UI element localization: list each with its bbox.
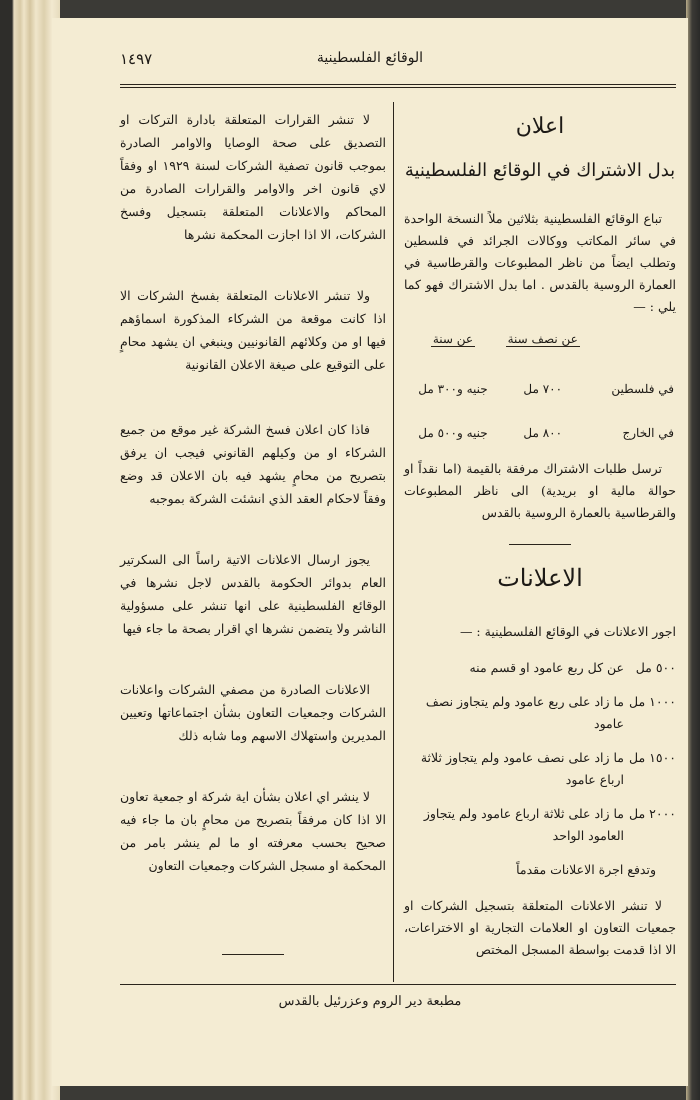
right-column bbox=[404, 106, 676, 961]
gazette-page bbox=[52, 18, 688, 1086]
list-item bbox=[404, 657, 676, 679]
paragraph-direct-submission: يجوز ارسال الاعلانات الاتية راساً الى السكرتير العام بدوائر الحكومة بالقدس لاجل نشرها في الوقائع الفلسطينية على انها تنشر على مسؤولية الناشر ولا يتضمن نشرها اي اقرار بصحة ما جاء فيها bbox=[120, 552, 386, 636]
row-year: جنيه و٣٠٠ مل bbox=[418, 382, 488, 396]
row-half-year: ٧٠٠ مل bbox=[523, 382, 563, 396]
row-year: جنيه و٥٠٠ مل bbox=[418, 426, 488, 440]
col-header-half-year: عن نصف سنة bbox=[507, 332, 578, 346]
ad-rates-intro: اجور الاعلانات في الوقائع الفلسطينية : — bbox=[459, 624, 676, 639]
section-rule bbox=[509, 544, 571, 545]
advance-payment-note: وتدفع اجرة الاعلانات مقدماً bbox=[516, 862, 656, 877]
row-place: في الخارج bbox=[622, 426, 674, 440]
rate-description: عن كل ربع عامود او قسم منه bbox=[469, 660, 624, 675]
paragraph-unsigned-dissolution: فاذا كان اعلان فسخ الشركة غير موقع من جميع الشركاء او من وكيلهم القانوني فيجب ان يرفق بتصريح من محامٍ يشهد فيه بان الاعلان قد وضع وفقاً لاحكام العقد الذي انشئت الشركة بموجبه bbox=[120, 422, 386, 506]
left-column bbox=[120, 108, 386, 915]
row-half-year: ٨٠٠ مل bbox=[523, 426, 563, 440]
left-end-rule bbox=[222, 954, 284, 955]
page-right-edge bbox=[686, 0, 700, 1100]
list-item bbox=[404, 691, 676, 735]
table-row bbox=[404, 360, 676, 404]
paragraph-dissolution-signatures: ولا تنشر الاعلانات المتعلقة بفسخ الشركات الا اذا كانت موقعة من الشركاء المذكورة اسماؤهم فيها او من وكلائهم القانونيين وينبغي ان يشهد محامٍ على التوقيع على صيغة الاعلان القانونية bbox=[120, 288, 386, 372]
ads-heading: الاعلانات bbox=[497, 564, 583, 592]
notice-heading: اعلان bbox=[515, 114, 565, 139]
running-head bbox=[52, 48, 688, 74]
subscription-price-table bbox=[404, 324, 676, 448]
registrar-note: لا تنشر الاعلانات المتعلقة بتسجيل الشركات او جمعيات التعاون او العلامات التجارية او الاختراعات، الا اذا قدمت بواسطة المسجل المختص bbox=[404, 898, 676, 957]
subscription-text: تباع الوقائع الفلسطينية بثلاثين ملاً النسخة الواحدة في سائر المكاتب ووكالات الجرائد في فلسطين وتطلب ايضاً من ناظر المطبوعات والقرطاسية في العمارة الروسية بالقدس . اما بدل الاشتراك فهو كما يلي : — bbox=[404, 211, 676, 314]
col-header-year: عن سنة bbox=[432, 332, 474, 346]
row-place: في فلسطين bbox=[611, 382, 674, 396]
rate-description: ما زاد على ربع عامود ولم يتجاوز نصف عامود bbox=[425, 694, 624, 731]
rate-description: ما زاد على ثلاثة ارباع عامود ولم يتجاوز العامود الواحد bbox=[423, 806, 624, 843]
printer-imprint: مطبعة دير الروم وعزرئيل بالقدس bbox=[278, 994, 462, 1009]
rate-amount: ١٥٠٠ مل bbox=[629, 750, 676, 765]
header-rule-double bbox=[120, 87, 676, 88]
rate-amount: ٥٠٠ مل bbox=[635, 660, 676, 675]
subscription-heading: بدل الاشتراك في الوقائع الفلسطينية bbox=[404, 160, 676, 181]
header-title: الوقائع الفلسطينية bbox=[316, 50, 424, 66]
list-item bbox=[404, 747, 676, 791]
remit-text: ترسل طلبات الاشتراك مرفقة بالقيمة (اما نقداً او حوالة مالية او بريدية) الى ناظر المطبوعات والقرطاسية بالعمارة الروسية بالقدس bbox=[404, 461, 676, 520]
paragraph-court-orders: لا تنشر القرارات المتعلقة بادارة التركات او التصديق على صحة الوصايا والاوامر الصادرة بموجب قانون تصفية الشركات لسنة ١٩٢٩ او وفقاً لاي قانون اخر والاوامر والقرارات الصادرة من المحاكم والاعلانات المتعلقة بتسجيل وفسخ الشركات، الا اذا اجازت المحكمة نشرها bbox=[120, 112, 386, 242]
rate-amount: ١٠٠٠ مل bbox=[629, 694, 676, 709]
book-binding-edge bbox=[0, 0, 60, 1100]
rate-amount: ٢٠٠٠ مل bbox=[629, 806, 676, 821]
paragraph-liquidator-notices: الاعلانات الصادرة من مصفي الشركات واعلانات الشركات وجمعيات التعاون بشأن اجتماعاتها وتعيين المديرين واستهلاك الاسهم وما شابه ذلك bbox=[120, 682, 386, 743]
footer-rule bbox=[120, 984, 676, 985]
list-item bbox=[404, 803, 676, 847]
column-divider bbox=[393, 102, 394, 982]
page-number: ١٤٩٧ bbox=[120, 50, 153, 68]
table-row bbox=[404, 404, 676, 448]
rate-description: ما زاد على نصف عامود ولم يتجاوز ثلاثة ارباع عامود bbox=[420, 750, 624, 787]
header-rule bbox=[120, 84, 676, 85]
paragraph-lawyer-declaration: لا ينشر اي اعلان بشأن اية شركة او جمعية تعاون الا اذا كان مرفقاً بتصريح من محامٍ بان ما جاء فيه صحيح بحسب معرفته او ما لم ينشر بامر من المحكمة او مسجل الشركات وجمعيات التعاون bbox=[120, 789, 386, 873]
